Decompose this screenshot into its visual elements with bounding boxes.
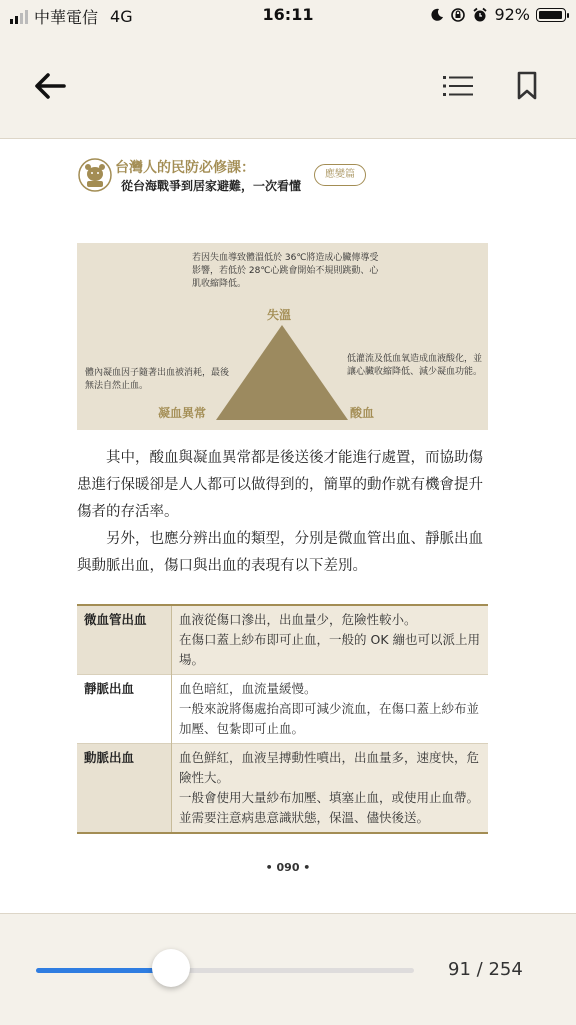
page-slider-thumb[interactable] <box>152 949 190 987</box>
description-line: 在傷口蓋上紗布即可止血，一般的 OK 繃也可以派上用場。 <box>179 632 480 667</box>
hypothermia-label: 失溫 <box>267 308 292 322</box>
current-page: 91 <box>448 959 471 980</box>
bleeding-types-table <box>77 604 488 834</box>
page-slider-track[interactable] <box>36 968 414 973</box>
carrier-name: 中華電信 <box>34 8 99 27</box>
book-subtitle: 從台海戰爭到居家避難，一次看懂 <box>121 179 302 193</box>
coagulopathy-label: 凝血異常 <box>158 406 207 420</box>
section-badge: 應變篇 <box>314 164 366 186</box>
reader-toolbar <box>0 32 576 139</box>
description-line: 一般會使用大量紗布加壓、填塞止血，或使用止血帶。並需要注意病患意識狀態，保溫、儘快後送。 <box>179 790 480 825</box>
network-type: 4G <box>110 7 133 26</box>
row-description <box>172 744 489 834</box>
bookmark-button[interactable] <box>507 66 547 106</box>
row-description <box>172 605 489 675</box>
lethal-triad-diagram <box>77 243 488 430</box>
moon-icon <box>430 8 444 22</box>
description-line: 血色暗紅，血流量緩慢。 <box>179 681 317 696</box>
status-right <box>430 5 566 24</box>
page-slider-fill <box>36 968 171 973</box>
page-counter <box>448 959 523 980</box>
book-page <box>0 139 576 913</box>
bookmark-icon <box>516 71 538 101</box>
page-separator: / <box>476 959 483 980</box>
table-row <box>77 605 488 675</box>
rotation-lock-icon <box>450 7 466 23</box>
clock: 16:11 <box>262 5 314 24</box>
page-number: • 090 • <box>265 861 311 874</box>
battery-percent: 92% <box>494 5 530 24</box>
triangle-shape <box>216 325 348 420</box>
description-line: 血色鮮紅，血液呈搏動性噴出，出血量多，速度快，危險性大。 <box>179 750 480 785</box>
coagulopathy-description: 體內凝血因子隨著出血被消耗，最後無法自然止血。 <box>85 368 230 391</box>
table-row <box>77 744 488 834</box>
bear-mascot-icon <box>77 157 113 193</box>
row-header: 動脈出血 <box>77 744 172 834</box>
list-icon <box>443 74 473 98</box>
row-header: 靜脈出血 <box>77 675 172 744</box>
row-description <box>172 675 489 744</box>
battery-icon <box>536 8 566 22</box>
body-paragraph: 其中，酸血與凝血異常都是後送後才能進行處置，而協助傷患進行保暖卻是人人都可以做得到的，簡單的動作就有機會提升傷者的存活率。 <box>77 450 483 520</box>
back-button[interactable] <box>30 66 70 106</box>
arrow-left-icon <box>34 72 66 100</box>
description-line: 血液從傷口滲出，出血量少，危險性較小。 <box>179 612 417 627</box>
reader-bottom-bar <box>0 913 576 1025</box>
description-line: 一般來說將傷處抬高即可減少流血，在傷口蓋上紗布並加壓、包紮即可止血。 <box>179 701 480 736</box>
total-pages: 254 <box>488 959 523 980</box>
body-paragraph: 另外，也應分辨出血的類型，分別是微血管出血、靜脈出血與動脈出血，傷口與出血的表現有以下差別。 <box>77 531 483 574</box>
status-bar <box>0 0 576 32</box>
table-of-contents-button[interactable] <box>438 66 478 106</box>
book-title: 台灣人的民防必修課： <box>115 160 255 176</box>
hypothermia-description: 若因失血導致體溫低於 36℃將造成心臟傳導受影響，若低於 28℃心跳會開始不規則跳動、心肌收縮降低。 <box>192 253 379 289</box>
acidosis-label: 酸血 <box>350 406 375 420</box>
table-row <box>77 675 488 744</box>
row-header: 微血管出血 <box>77 605 172 675</box>
alarm-icon <box>472 7 488 23</box>
acidosis-description: 低灌流及低血氧造成血液酸化，並讓心臟收縮降低、減少凝血功能。 <box>347 354 483 377</box>
